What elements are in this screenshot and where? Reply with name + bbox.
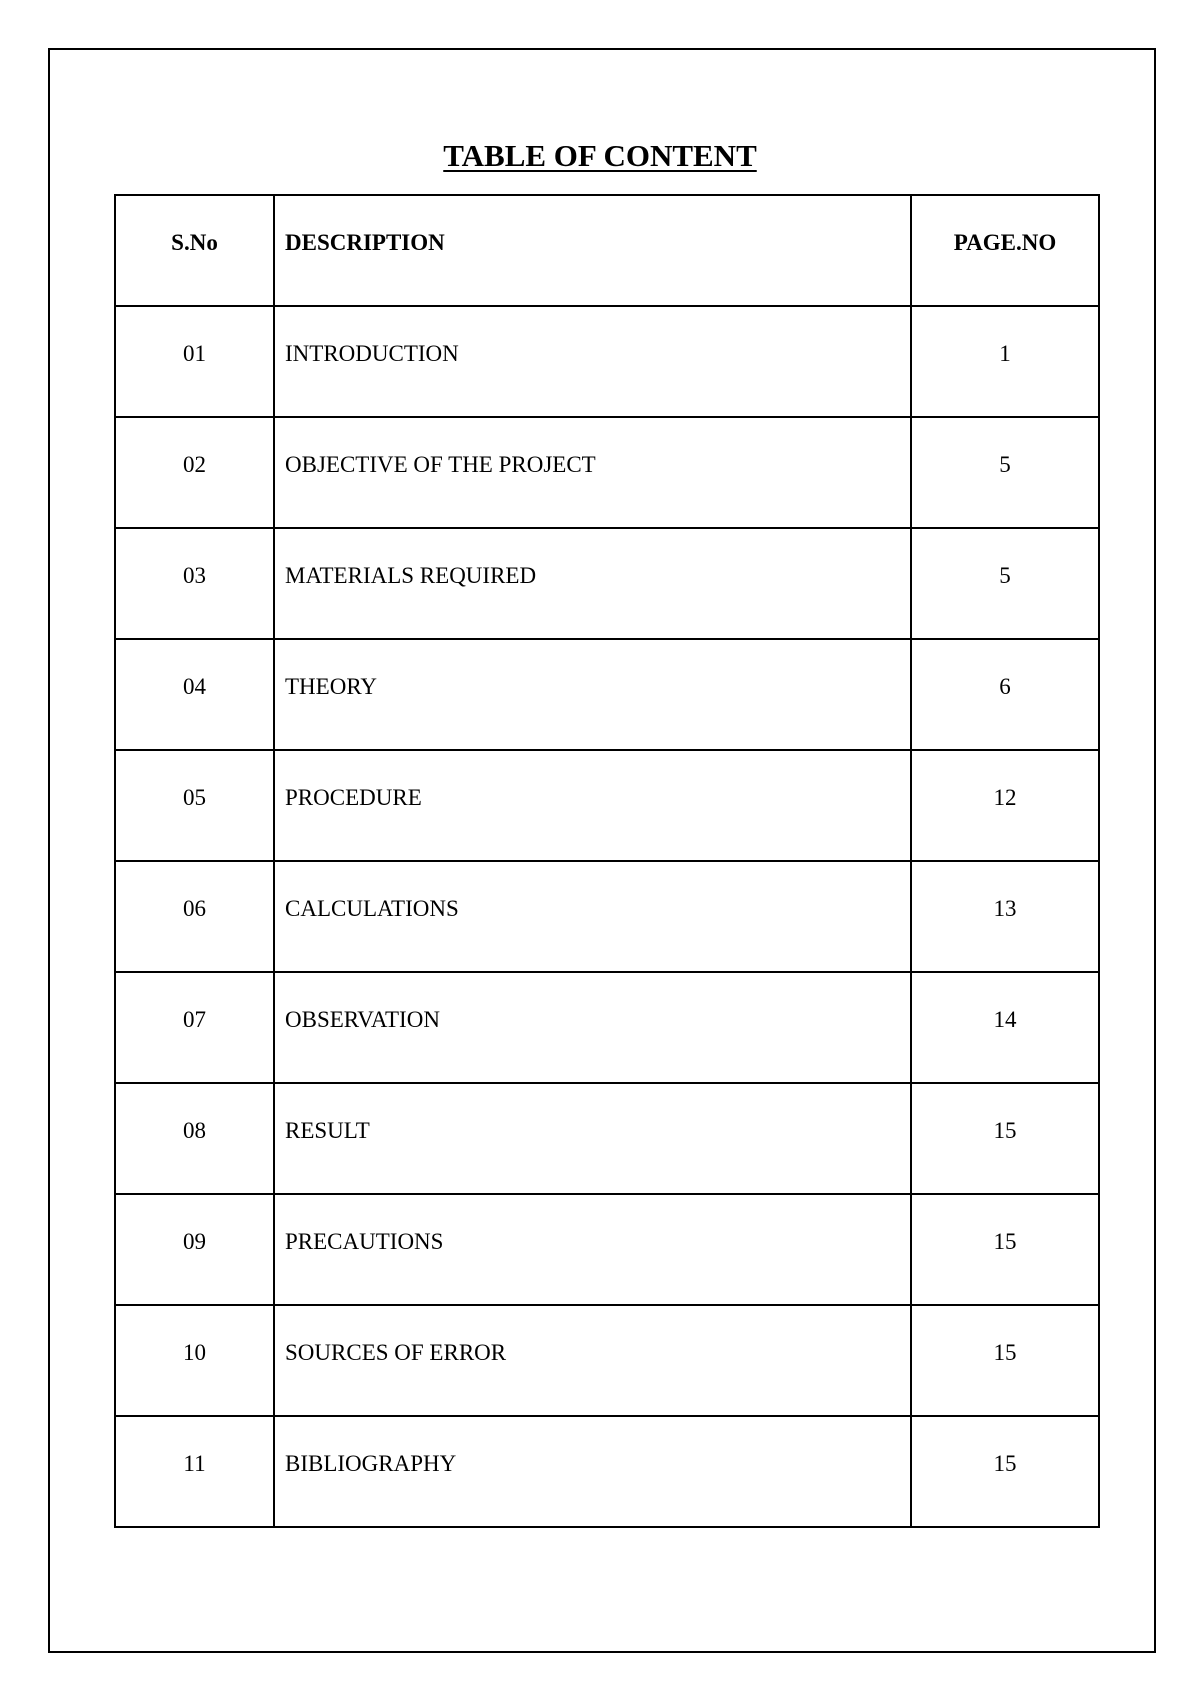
row-description [274,861,911,972]
header-description [274,195,911,306]
table-row [115,1305,1099,1416]
row-sno-text: 09 [183,1228,206,1254]
row-page [911,417,1099,528]
row-page [911,1416,1099,1527]
row-sno-text: 05 [183,784,206,810]
header-page-label: PAGE.NO [953,229,1057,255]
row-description [274,1083,911,1194]
row-sno-text: 02 [183,451,206,477]
header-description-label: DESCRIPTION [285,229,445,255]
row-page-text: 15 [993,1339,1017,1365]
row-sno-text: 07 [183,1006,206,1032]
row-sno [115,417,274,528]
row-description [274,1305,911,1416]
row-description [274,972,911,1083]
table-row [115,1083,1099,1194]
table-of-contents [114,194,1100,1528]
row-sno-text: 11 [183,1450,206,1476]
row-sno [115,639,274,750]
row-description [274,306,911,417]
table-row [115,528,1099,639]
table-row [115,861,1099,972]
row-sno [115,750,274,861]
row-sno-text: 06 [183,895,206,921]
table-row [115,750,1099,861]
row-description-text: PROCEDURE [285,784,422,810]
row-description-text: INTRODUCTION [285,340,459,366]
row-page-text: 5 [999,562,1011,588]
row-page [911,972,1099,1083]
row-page [911,1305,1099,1416]
row-page [911,861,1099,972]
row-page-text: 14 [993,1006,1017,1032]
row-sno [115,861,274,972]
row-sno-text: 04 [183,673,206,699]
table-row [115,306,1099,417]
row-description-text: OBSERVATION [285,1006,440,1032]
row-page [911,528,1099,639]
row-page-text: 5 [999,451,1011,477]
row-description-text: MATERIALS REQUIRED [285,562,537,588]
header-page [911,195,1099,306]
row-description [274,1194,911,1305]
row-description [274,1416,911,1527]
row-page [911,750,1099,861]
row-sno [115,1305,274,1416]
row-page [911,639,1099,750]
row-sno-text: 03 [183,562,206,588]
row-page-text: 15 [993,1450,1017,1476]
row-sno [115,972,274,1083]
row-description-text: SOURCES OF ERROR [285,1339,507,1365]
row-sno-text: 10 [183,1339,206,1365]
row-sno [115,1416,274,1527]
page-title-text: TABLE OF CONTENT [443,138,757,173]
row-page-text: 6 [999,673,1011,699]
table-row [115,1194,1099,1305]
row-page-text: 15 [993,1228,1017,1254]
row-description [274,639,911,750]
row-sno [115,1083,274,1194]
row-page [911,1083,1099,1194]
row-description-text: PRECAUTIONS [285,1228,444,1254]
table-header-row [115,195,1099,306]
row-description-text: CALCULATIONS [285,895,459,921]
header-sno [115,195,274,306]
row-sno [115,528,274,639]
row-page-text: 12 [993,784,1017,810]
row-description-text: THEORY [285,673,377,699]
header-sno-label: S.No [171,229,218,255]
page-title [0,138,1200,174]
row-description-text: RESULT [285,1117,370,1143]
row-page-text: 15 [993,1117,1017,1143]
table-row [115,972,1099,1083]
row-description [274,417,911,528]
table-row [115,417,1099,528]
row-sno-text: 01 [183,340,206,366]
row-page [911,1194,1099,1305]
row-sno [115,1194,274,1305]
row-description [274,750,911,861]
table-row [115,1416,1099,1527]
row-sno [115,306,274,417]
row-page-text: 13 [993,895,1017,921]
row-page-text: 1 [999,340,1011,366]
row-sno-text: 08 [183,1117,206,1143]
row-description [274,528,911,639]
table-row [115,639,1099,750]
row-page [911,306,1099,417]
row-description-text: BIBLIOGRAPHY [285,1450,457,1476]
row-description-text: OBJECTIVE OF THE PROJECT [285,451,596,477]
